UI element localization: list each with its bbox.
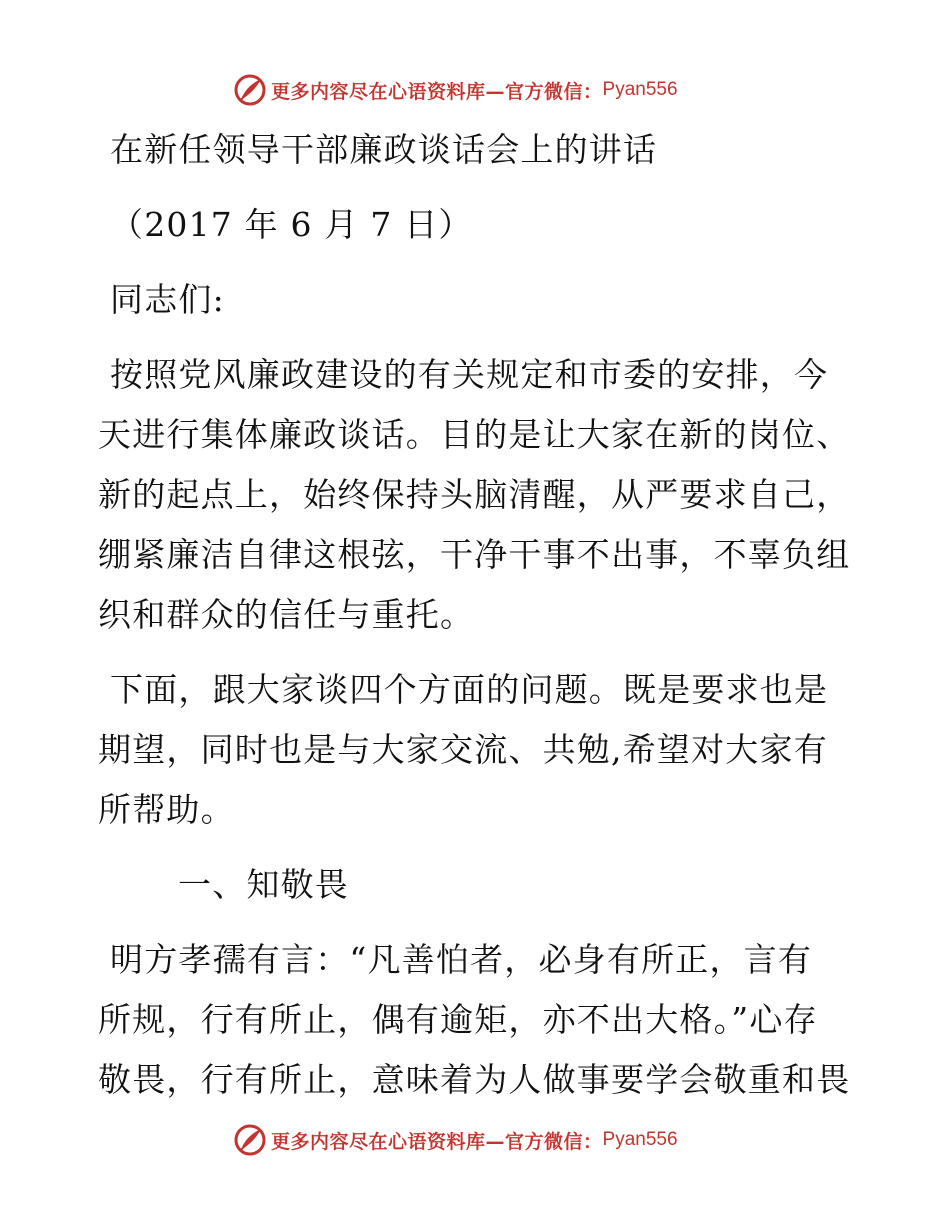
paragraph-line: 下面，跟大家谈四个方面的问题。既是要求也是 — [110, 670, 829, 709]
paragraph-3 — [98, 930, 858, 1110]
section-heading: 一、知敬畏 — [178, 865, 349, 904]
paragraph-line: 绷紧廉洁自律这根弦，干净干事不出事，不辜负组 — [98, 535, 851, 574]
paragraph-line: 新的起点上，始终保持头脑清醒，从严要求自己， — [98, 475, 851, 514]
header-watermark-banner — [233, 70, 753, 110]
banner-account: Pyan556 — [602, 1129, 678, 1150]
document-body — [98, 120, 858, 1110]
paragraph-line: 明方孝孺有言：“凡善怕者，必身有所正，言有 — [110, 940, 813, 979]
banner-text: 更多内容尽在心语资料库—官方微信： — [271, 80, 603, 103]
quill-logo-icon — [233, 1123, 267, 1157]
banner-text: 更多内容尽在心语资料库—官方微信： — [271, 1130, 603, 1153]
paragraph-line: 织和群众的信任与重托。 — [98, 595, 475, 634]
paragraph-1 — [98, 345, 858, 645]
document-date: （2017 年 6 月 7 日） — [110, 205, 473, 244]
footer-watermark-banner — [233, 1120, 753, 1160]
quill-logo-icon — [233, 73, 267, 107]
banner-account: Pyan556 — [602, 79, 678, 100]
document-title: 在新任领导干部廉政谈话会上的讲话 — [110, 130, 658, 169]
salutation: 同志们: — [110, 280, 225, 319]
paragraph-line: 所规，行有所止，偶有逾矩，亦不出大格。”心存 — [98, 1000, 818, 1039]
paragraph-line: 按照党风廉政建设的有关规定和市委的安排，今 — [110, 355, 829, 394]
paragraph-2 — [98, 660, 858, 840]
paragraph-line: 所帮助。 — [98, 790, 235, 829]
paragraph-line: 敬畏，行有所止，意味着为人做事要学会敬重和畏 — [98, 1060, 851, 1099]
paragraph-line: 天进行集体廉政谈话。目的是让大家在新的岗位、 — [98, 415, 851, 454]
paragraph-line: 期望，同时也是与大家交流、共勉,希望对大家有 — [98, 730, 828, 769]
